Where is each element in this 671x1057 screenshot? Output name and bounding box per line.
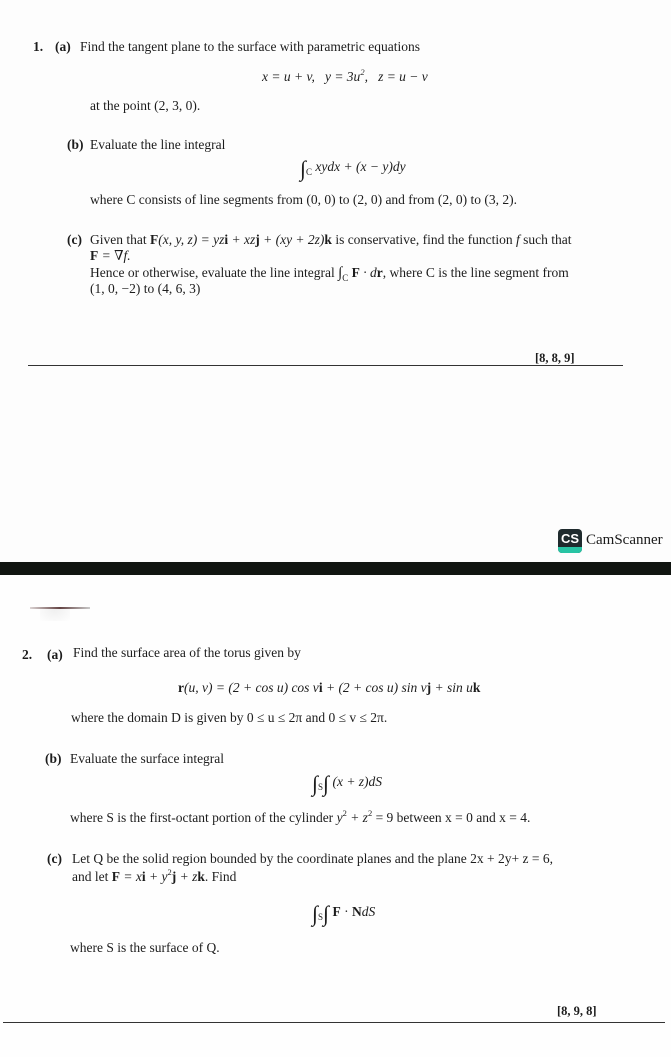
r-term2: + (2 + cos u) sin v [322,680,427,695]
q1b-where-text: where C consists of line segments from (0, 0) to (2, 0) and from (2, 0) to (3, 2). [90,192,518,207]
unit-j: j [171,869,177,884]
plus-z: + z [176,869,198,884]
camscanner-watermark-text: CamScanner [586,532,663,548]
vector-r: r [178,680,184,695]
dS: dS [361,904,376,919]
q2b-label: (b) [45,751,62,766]
unit-k: k [197,869,205,884]
gradient-eq: = ∇f. [98,248,131,263]
q1a-label-text: (a) [55,39,71,54]
q1c-line-2 [90,248,131,264]
r-term3: + sin u [431,680,473,695]
plus-y: + y [145,869,168,884]
exponent: 2 [342,808,347,818]
unit-j: j [255,232,260,247]
q2c-where-text: where S is the surface of Q. [70,940,220,955]
q2c-label: (c) [47,851,62,866]
vector-F: F [150,232,159,247]
unit-i: i [224,232,229,247]
eq-y [325,69,368,84]
integral-subscript: S [318,912,324,922]
integral-subscript: S [318,782,324,792]
camscanner-logo-accent [558,547,582,553]
exponent: 2 [367,808,373,818]
unit-i: i [141,869,146,884]
q1b-line-integral [300,158,406,180]
section-divider-line [3,1022,665,1023]
q2c-line-2 [72,867,236,885]
F-args: (x, y, z) = yz [158,232,225,247]
integral-symbol: ∫ [312,901,319,926]
q2b-where-post: = 9 between x = 0 and x = 4. [372,810,531,825]
q1a-point-text: at the point (2, 3, 0). [90,98,201,113]
unit-k: k [324,232,332,247]
integrand: (x + z)dS [332,774,383,789]
F-term3: + (xy + 2z) [259,232,325,247]
eq-y-comma: , [364,69,368,84]
unit-i: i [318,680,323,695]
r-args: (u, v) = (2 + cos u) cos v [184,680,319,695]
q2c-and-let: and let [72,869,112,884]
integral-symbol: ∫ [338,265,343,281]
q2b-text: Evaluate the surface integral [70,751,225,766]
vector-F: F [348,265,360,280]
integrand: xydx + (x − y)dy [315,159,406,174]
F-eq-x: = x [120,869,142,884]
vector-N: N [351,904,362,919]
q1c-given-text: Given that [90,232,150,247]
q1a-parametric-equations [262,67,428,85]
eq-x: x = u + v, [262,69,315,84]
scan-artifact-shadow [40,609,70,621]
vector-F: F [332,904,341,919]
exponent: 2 [167,867,172,877]
question-1-number: 1. [33,39,44,54]
q1a-text: Find the tangent plane to the surface with parametric equations [80,39,421,54]
var-y: y [336,810,343,825]
q2b-where-pre: where S is the first-octant portion of the cylinder [70,810,337,825]
q1b-text: Evaluate the line integral [90,137,226,152]
q1b-label: (b) [67,137,84,152]
q1c-line-1 [90,232,572,248]
eq-y-exponent: 2 [360,67,365,77]
q1c-segment-text: , where C is the line segment from [382,265,569,280]
vector-F: F [111,869,120,884]
q1-marks: [8, 8, 9] [535,351,575,365]
q2a-domain-text: where the domain D is given by 0 ≤ u ≤ 2π and 0 ≤ v ≤ 2π. [71,710,388,725]
q2-marks: [8, 9, 8] [557,1004,597,1018]
q2c-find: . Find [204,869,237,884]
q1c-line-4: (1, 0, −2) to (4, 6, 3) [90,281,201,296]
integral-symbol: ∫ [312,771,319,796]
q2b-where-text [70,808,530,826]
dot-d: · d [359,265,377,280]
dot: · [340,904,352,919]
q2c-flux-integral [312,903,375,925]
eq-z: z = u − v [378,69,428,84]
q2b-surface-integral [312,773,382,795]
unit-k: k [472,680,481,695]
question-2-number: 2. [22,647,33,662]
integral-subscript: C [306,167,313,177]
q1c-such-that: such that [519,232,572,247]
section-divider-line [28,365,623,366]
q2c-line-1: Let Q be the solid region bounded by the coordinate planes and the plane 2x + 2y+ z = 6, [72,851,553,866]
q2a-label: (a) [47,647,63,662]
camscanner-logo-text: CS [560,531,580,546]
q1a-label [55,39,71,55]
unit-j: j [426,680,432,695]
plus-z: + z [346,810,368,825]
q2a-torus-equation [178,680,480,696]
vector-F: F [90,248,99,263]
function-f: f [516,232,520,247]
q1c-label: (c) [67,232,82,247]
q1c-conservative-text: is conservative, find the function [331,232,517,247]
page-separator-band [0,562,671,575]
camscanner-logo-icon [558,529,582,553]
q1c-hence-text: Hence or otherwise, evaluate the line integral [90,265,339,280]
q2a-text: Find the surface area of the torus given by [73,645,301,660]
F-term2: + xz [228,232,256,247]
integral-symbol-2: ∫ [323,771,330,796]
integral-subscript: C [342,273,349,283]
integral-symbol-2: ∫ [323,901,330,926]
integral-symbol: ∫ [300,156,307,181]
eq-y-base: y = 3u [324,69,361,84]
vector-r: r [376,265,383,280]
